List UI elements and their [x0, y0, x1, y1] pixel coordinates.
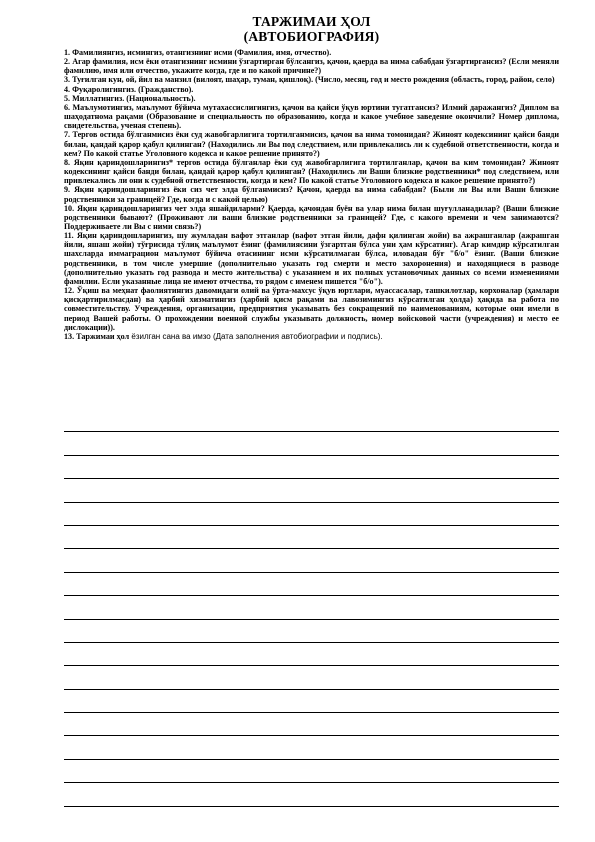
- answer-line[interactable]: [64, 456, 559, 479]
- questions-list: [64, 48, 559, 341]
- answer-line[interactable]: [64, 783, 559, 806]
- question-11: 11. Яқин қариндошларингиз, шу жумладан вафот этганлар (вафот этган йили, дафн қилинган жойи) ва ажрашганлар (ажрашган йили, яшаш жойи) тўғрисида тўлиқ маълумот ёзинг (фамилиясини ўзгартган бўлса уни ҳам кўрсатинг). Агар кимдир кўрсатилган шахсларда иммаграцион маълумот бўйича отасининг исми кўрсатилмаган бўлса, иловадан бўғ "б/о" ёзинг. (Ваши близкие родственники, в том числе умершие (дополнительно указать год смерти и место захоронения) и находящиеся в разводе (дополнительно указать год развода и место жительства) с указанием и их полных установочных данных со всеми изменениями фамилии. Если указанные лица не имеют отчества, то рядом с именем пишется "б/о").: [64, 231, 559, 286]
- answer-line[interactable]: [64, 643, 559, 666]
- page-title: [64, 14, 559, 44]
- answer-line[interactable]: [64, 573, 559, 596]
- question-6: 6. Маълумотингиз, маълумот бўйича мутахассислигингиз, қачон ва қайси ўқув юртини тугатгансиз? Илмий даражангиз? Диплом ва шаҳодатнома рақами (Образование и специальность по образованию, когда и какое учебное заведение окончили? Номер диплома, свидетельства, ученая степень).: [64, 102, 559, 131]
- answer-line[interactable]: [64, 736, 559, 759]
- question-13: [64, 332, 559, 341]
- answer-line[interactable]: [64, 596, 559, 619]
- answer-line[interactable]: [64, 479, 559, 502]
- answer-line[interactable]: [64, 713, 559, 736]
- answer-lines: [64, 409, 559, 807]
- answer-line[interactable]: [64, 620, 559, 643]
- question-3: 3. Туғилган кун, ой, йил ва манзил (вилоят, шаҳар, туман, қишлоқ). (Число, месяц, год и место рождения (область, город, район, село): [64, 75, 555, 85]
- question-7: 7. Тергов остида бўлганмисиз ёки суд жавобгарлигига тортилганмисиз, қачон ва нима томонидан? Жиноят кодексининг қайси банди билан, қандай қарор қабул қилинган? (Находились ли Вы под следствием, или привлекались ли к судебной ответственности, когда и кем? По какой статье Уголовного кодекса и какое решение принято?): [64, 130, 559, 158]
- question-4: 4. Фуқаролигингиз. (Гражданство).: [64, 84, 194, 94]
- question-13-label: 13. Таржимаи ҳол: [64, 331, 130, 341]
- question-13-tail: ёзилган сана ва имзо (Дата заполнения автобиографии и подпись).: [129, 331, 383, 341]
- answer-line[interactable]: [64, 549, 559, 572]
- question-1: 1. Фамилиянгиз, исмингиз, отангизнинг исми (Фамилия, имя, отчество).: [64, 48, 332, 57]
- answer-line[interactable]: [64, 760, 559, 783]
- title-russian: (АВТОБИОГРАФИЯ): [243, 29, 380, 44]
- answer-line[interactable]: [64, 526, 559, 549]
- answer-line[interactable]: [64, 503, 559, 526]
- question-5: 5. Миллатингиз. (Национальность).: [64, 93, 196, 103]
- question-8: 8. Яқин қариндошларингиз* тергов остида бўлганлар ёки суд жавобгарлигига тортилганлар, қачон ва ким томонидан? Жиноят кодексининг қайси банди билан, қандай қарор қабул қилинган? (Находились ли Ваши близкие родственники* под следствием, или привлекались ли они к судебной ответственности, когда и кем? По какой статье Уголовного кодекса и какое решение принято?): [64, 157, 559, 186]
- question-10: 10. Яқин қариндошларингиз чет элда яшайдиларми? Қаерда, қачондан буён ва улар нима билан шуғулланадилар? (Ваши близкие родственники бывают? (Проживают ли ваши близкие родственники за границей? Где, с какого времени и чем занимаются? Поддерживаете ли Вы с ними связь?): [64, 203, 559, 231]
- question-2: 2. Агар фамилия, исм ёки отангизнинг исмини ўзгартирган бўлсангиз, қачон, қаерда ва нима сабабдан ўзгартиргансиз? (Если меняли фамилию, имя или отчество, укажите когда, где и по какой причине?): [64, 57, 559, 76]
- question-9: 9. Яқин қариндошларингиз ёки сиз чет элда бўлганмисиз? Қачон, қаерда ва нима сабабдан? (Были ли Вы или Ваши близкие родственники за границей? Где, когда и с какой целью): [64, 185, 559, 204]
- answer-line[interactable]: [64, 432, 559, 455]
- answer-line[interactable]: [64, 409, 559, 432]
- answer-line[interactable]: [64, 690, 559, 713]
- question-12: 12. Ўқиш ва меҳнат фаолиятингиз давомидаги олий ва ўрта-махсус ўқув юртлари, муассасалар, ташкилотлар, корхоналар (ҳамлари қисқартирилмасдан) ва ҳарбий хизматингиз (ҳарбий қисм рақами ва лавозимингиз кўрсатилган ҳолда) ҳақида ва работа по совместительству. Учреждения, организации, предприятия указывать без сокращений по наименованиям, которые они имели в период Вашей работы. О прохождении военной службы указывать должность, номер войсковой части (учреждения) и место ее дислокации)).: [64, 286, 559, 332]
- answer-line[interactable]: [64, 666, 559, 689]
- title-uzbek: ТАРЖИМАИ ҲОЛ: [252, 14, 371, 29]
